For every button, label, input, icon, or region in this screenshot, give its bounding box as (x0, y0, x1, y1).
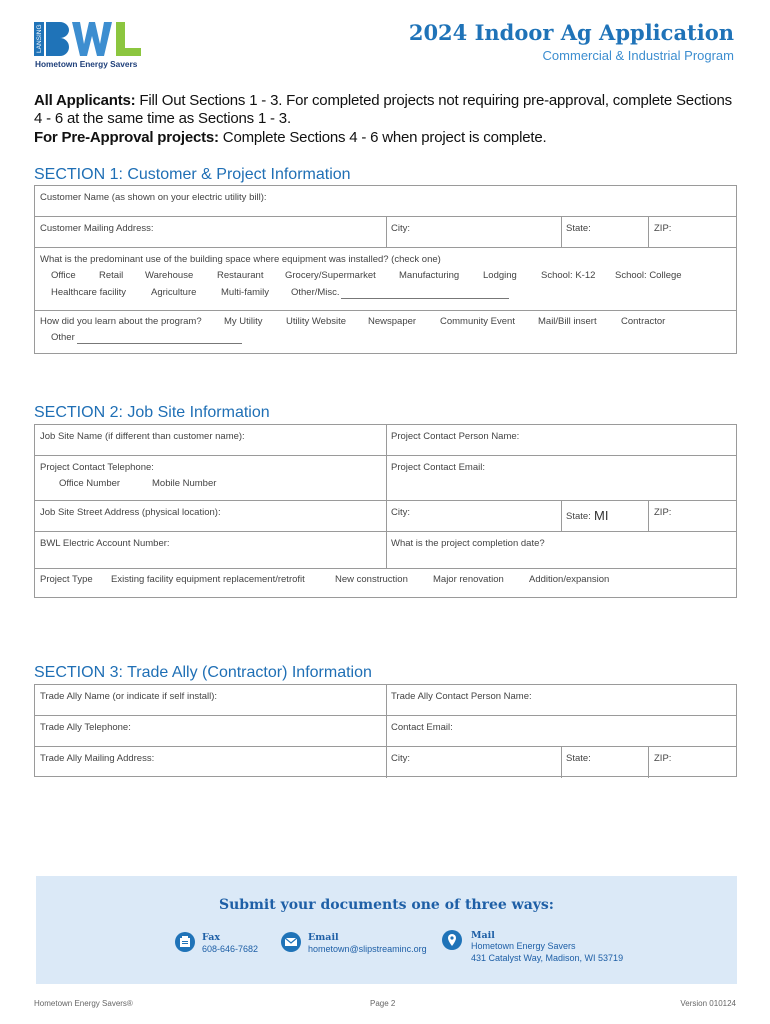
option-retail[interactable]: Retail (99, 270, 124, 281)
page-title: 2024 Indoor Ag Application (408, 20, 734, 45)
trade-ally-email-label[interactable]: Contact Email: (391, 722, 453, 733)
learn-contractor[interactable]: Contractor (621, 316, 666, 327)
section1-heading: SECTION 1: Customer & Project Information (34, 166, 351, 183)
intro-text-3: Complete Sections 4 - 6 when project is complete. (218, 129, 547, 146)
project-type-label: Project Type (40, 574, 93, 585)
trade-ally-telephone-label[interactable]: Trade Ally Telephone: (40, 722, 131, 733)
option-grocery[interactable]: Grocery/Supermarket (285, 270, 376, 281)
s3-row-1 (35, 685, 736, 716)
job-state-label: State: (566, 511, 591, 522)
type-new-construction[interactable]: New construction (335, 574, 408, 585)
s3-row-3 (35, 747, 736, 778)
location-pin-icon (442, 930, 462, 950)
intro-line-3 (34, 129, 547, 147)
option-manufacturing[interactable]: Manufacturing (399, 270, 460, 281)
customer-name-label: Customer Name (as shown on your electric utility bill): (40, 192, 267, 203)
footer-version: Version 010124 (680, 999, 736, 1008)
learn-utility-website[interactable]: Utility Website (286, 316, 347, 327)
building-use-question: What is the predominant use of the building space where equipment was installed? (check one) (40, 254, 441, 265)
mail-line-2: 431 Catalyst Way, Madison, WI 53719 (471, 953, 624, 963)
page-subtitle: Commercial & Industrial Program (542, 48, 734, 63)
city-label[interactable]: City: (391, 223, 410, 234)
learn-community-event[interactable]: Community Event (440, 316, 515, 327)
other-misc-line[interactable] (341, 298, 509, 299)
s2-row-2 (35, 456, 736, 501)
completion-date-label[interactable]: What is the project completion date? (391, 538, 545, 549)
bwl-logo (34, 20, 146, 70)
account-number-label[interactable]: BWL Electric Account Number: (40, 538, 170, 549)
mailing-address-label[interactable]: Customer Mailing Address: (40, 223, 154, 234)
s2-row-1 (35, 425, 736, 456)
footer-page-number: Page 2 (370, 999, 396, 1008)
option-healthcare[interactable]: Healthcare facility (51, 287, 126, 298)
project-email-label[interactable]: Project Contact Email: (391, 462, 485, 473)
intro-line-1 (34, 92, 732, 110)
email-address[interactable]: hometown@slipstreaminc.org (308, 944, 427, 954)
footer-brand: Hometown Energy Savers® (34, 999, 133, 1008)
mail-line-1: Hometown Energy Savers (471, 941, 576, 951)
option-lodging[interactable]: Lodging (483, 270, 517, 281)
envelope-icon (281, 932, 301, 952)
learn-mail-bill[interactable]: Mail/Bill insert (538, 316, 597, 327)
type-addition-expansion[interactable]: Addition/expansion (529, 574, 610, 585)
option-restaurant[interactable]: Restaurant (217, 270, 264, 281)
intro-line-2: 4 - 6 at the same time as Sections 1 - 3. (34, 110, 291, 127)
phone-office-option[interactable]: Office Number (59, 478, 121, 489)
learn-question: How did you learn about the program? (40, 316, 202, 327)
type-major-renovation[interactable]: Major renovation (433, 574, 504, 585)
s1-row-customer-name[interactable] (35, 186, 736, 217)
zip-label[interactable]: ZIP: (654, 223, 672, 234)
fax-icon (175, 932, 195, 952)
section3-heading: SECTION 3: Trade Ally (Contractor) Information (34, 664, 372, 681)
trade-ally-state-label[interactable]: State: (566, 753, 591, 764)
logo-side-text: LANSING (36, 24, 43, 53)
logo-tagline: Hometown Energy Savers (35, 59, 138, 69)
section1-form (34, 185, 737, 354)
s2-row-5 (35, 569, 736, 599)
s1-row-learn (35, 311, 736, 355)
option-other-misc[interactable]: Other/Misc. (291, 287, 340, 298)
project-telephone-label[interactable]: Project Contact Telephone: (40, 462, 154, 473)
s2-row-4 (35, 532, 736, 569)
job-city-label[interactable]: City: (391, 507, 410, 518)
state-label[interactable]: State: (566, 223, 591, 234)
job-zip-label[interactable]: ZIP: (654, 507, 672, 518)
mail-title: Mail (471, 930, 495, 941)
section3-form (34, 684, 737, 777)
submit-title: Submit your documents one of three ways: (219, 897, 554, 913)
learn-other-line[interactable] (77, 343, 242, 344)
option-school-college[interactable]: School: College (615, 270, 682, 281)
type-existing-retrofit[interactable]: Existing facility equipment replacement/retrofit (111, 574, 305, 585)
trade-ally-name-label[interactable]: Trade Ally Name (or indicate if self install): (40, 691, 218, 702)
learn-newspaper[interactable]: Newspaper (368, 316, 417, 327)
s2-row-3 (35, 501, 736, 532)
s1-row-building-use (35, 248, 736, 311)
section2-heading: SECTION 2: Job Site Information (34, 404, 270, 421)
trade-ally-mailing-label[interactable]: Trade Ally Mailing Address: (40, 753, 155, 764)
section2-form (34, 424, 737, 598)
intro-bold-3: For Pre-Approval projects: (34, 129, 219, 146)
option-office[interactable]: Office (51, 270, 76, 281)
intro-text-1: Fill Out Sections 1 - 3. For completed projects not requiring pre-approval, complete Sections (135, 92, 732, 109)
job-state-value[interactable]: MI (594, 508, 609, 523)
job-site-name-label[interactable]: Job Site Name (if different than customer name): (40, 431, 245, 442)
intro-bold-1: All Applicants: (34, 92, 136, 109)
trade-ally-city-label[interactable]: City: (391, 753, 410, 764)
learn-other[interactable]: Other (51, 332, 75, 343)
option-multi-family[interactable]: Multi-family (221, 287, 270, 298)
trade-ally-zip-label[interactable]: ZIP: (654, 753, 672, 764)
trade-ally-contact-label[interactable]: Trade Ally Contact Person Name: (391, 691, 532, 702)
option-warehouse[interactable]: Warehouse (145, 270, 194, 281)
option-agriculture[interactable]: Agriculture (151, 287, 197, 298)
street-address-label[interactable]: Job Site Street Address (physical location): (40, 507, 221, 518)
s3-row-2 (35, 716, 736, 747)
project-contact-person-label[interactable]: Project Contact Person Name: (391, 431, 520, 442)
email-title: Email (308, 932, 339, 943)
fax-title: Fax (202, 932, 221, 943)
learn-my-utility[interactable]: My Utility (224, 316, 263, 327)
fax-number[interactable]: 608-646-7682 (202, 944, 259, 954)
submit-panel (36, 876, 737, 984)
s1-row-mailing (35, 217, 736, 248)
phone-mobile-option[interactable]: Mobile Number (152, 478, 217, 489)
option-school-k12[interactable]: School: K-12 (541, 270, 596, 281)
